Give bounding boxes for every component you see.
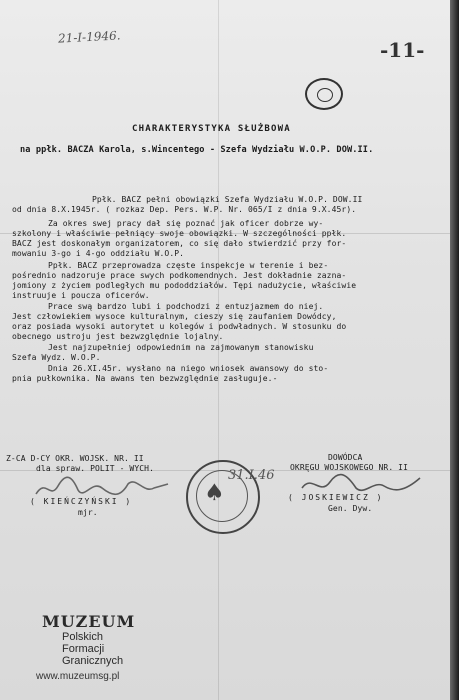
- body-line: oraz posiada wysoki autorytet u kolegów i podwładnych. W stosunku do: [12, 322, 347, 331]
- museum-url[interactable]: www.muzeumsg.pl: [36, 671, 120, 682]
- body-line: BACZ jest doskonałym organizatorem, co się dało stwierdzić przy for-: [12, 239, 347, 248]
- body-line: Szefa Wydz. W.O.P.: [12, 353, 101, 362]
- museum-line: Formacji: [62, 643, 105, 655]
- body-line: Ppłk. BACZ pełni obowiązki Szefa Wydziału W.O.P. DOW.II: [92, 195, 363, 204]
- museum-line: Polskich: [62, 631, 103, 643]
- document-subject: na ppłk. BACZA Karola, s.Wincentego - Szefa Wydziału W.O.P. DOW.II.: [20, 145, 374, 155]
- eagle-seal-icon: ♠: [186, 460, 260, 534]
- body-line: Dnia 26.XI.45r. wysłano na niego wniosek awansowy do sto-: [48, 364, 329, 373]
- left-signature-role: Z-CA D-CY OKR. WOJSK. NR. II: [6, 454, 144, 463]
- museum-line: Granicznych: [62, 655, 124, 667]
- body-line: pnia pułkownika. Na awans ten bezwzględnie zasługuje.-: [12, 374, 278, 383]
- body-line: od dnia 8.X.1945r. ( rozkaz Dep. Pers. W.P. Nr. 065/I z dnia 9.X.45r).: [12, 205, 357, 214]
- right-signature-role: OKRĘGU WOJSKOWEGO NR. II: [290, 463, 408, 472]
- seal-handwritten-date: 31.I.46: [228, 468, 275, 483]
- body-line: Jest człowiekiem wysoce kulturalnym, cieszy się zaufaniem Dowódcy,: [12, 312, 337, 321]
- body-line: szkolony i właściwie pełniący swoje obowiązki. W szczególności ppłk.: [12, 229, 347, 238]
- right-signature-name: ( JOSKIEWICZ ): [288, 493, 384, 502]
- body-line: pośrednio nadzoruje prace swych podkomendnych. Jest dokładnie zazna-: [12, 271, 347, 280]
- document-title: CHARAKTERYSTYKA SŁUŻBOWA: [132, 124, 291, 134]
- page-number: -11-: [380, 38, 425, 62]
- handwritten-date: 21-I-1946.: [57, 28, 121, 46]
- right-signature-rank: Gen. Dyw.: [328, 504, 373, 513]
- right-signature-role: DOWÓDCA: [328, 453, 363, 462]
- body-line: mowaniu 3-go i 4-go oddziału W.O.P.: [12, 249, 185, 258]
- body-line: instruuje i poucza oficerów.: [12, 291, 150, 300]
- body-line: obecnego ustroju jest bezwzględnie lojalny.: [12, 332, 224, 341]
- body-line: Prace swą bardzo lubi i podchodzi z entuzjazmem do niej.: [48, 302, 324, 311]
- left-signature-role: dla spraw. POLIT - WYCH.: [36, 464, 154, 473]
- scan-edge: [450, 0, 459, 700]
- left-signature-rank: mjr.: [78, 508, 98, 517]
- body-line: jomiony z życiem podległych mu pododdziałów. Tępi nadużycie, właściwie: [12, 281, 357, 290]
- museum-watermark: [36, 612, 136, 682]
- left-signature-name: ( KIEŃCZYŃSKI ): [30, 497, 133, 506]
- museum-name: MUZEUM: [42, 612, 136, 631]
- body-line: Ppłk. BACZ przeprowadza częste inspekcje w terenie i bez-: [48, 261, 329, 270]
- stamp-icon: [305, 78, 343, 110]
- body-line: Jest najzupełniej odpowiednim na zajmowanym stanowisku: [48, 343, 314, 352]
- body-line: Za okres swej pracy dał się poznać jak oficer dobrze wy-: [48, 219, 324, 228]
